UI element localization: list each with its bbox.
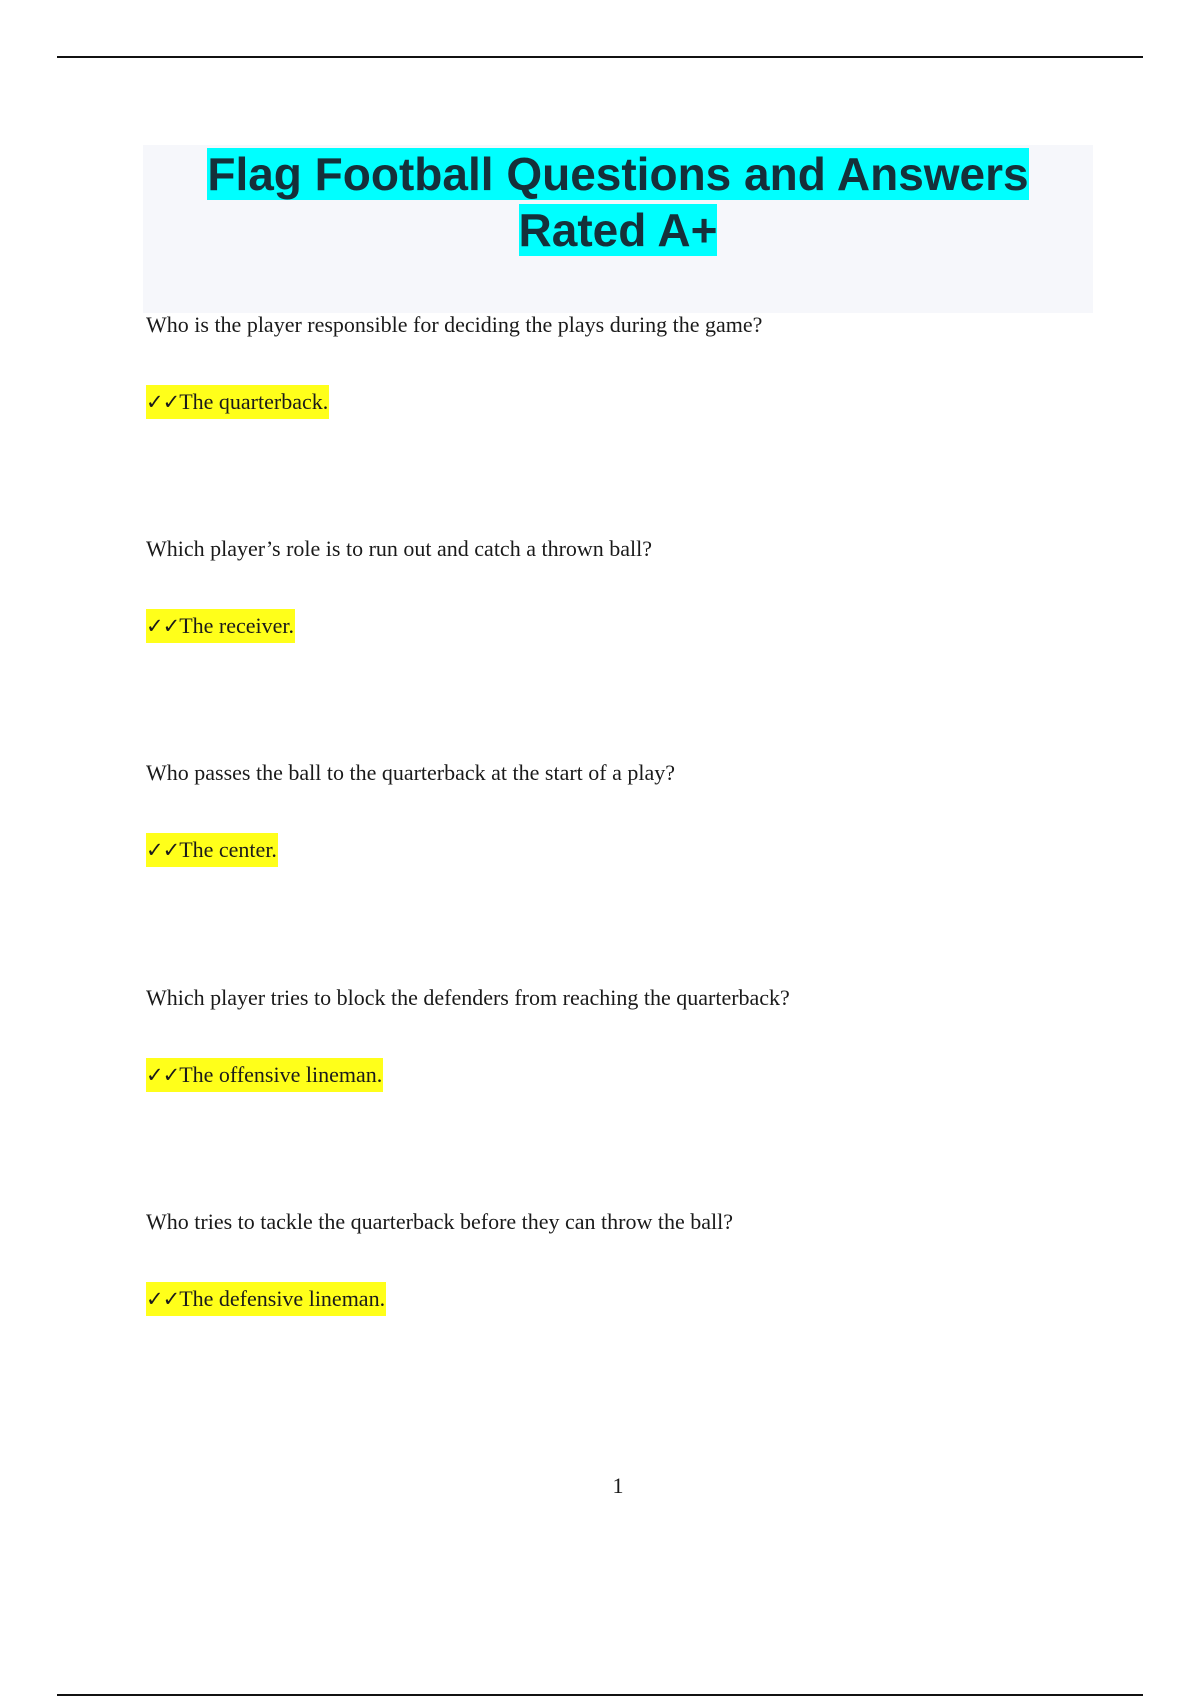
answer-highlight (146, 1282, 386, 1316)
qa-item (146, 1208, 1146, 1311)
qa-item (146, 311, 1146, 414)
answer-highlight (146, 1058, 383, 1092)
double-check-icon: ✓✓ (146, 1287, 180, 1311)
answer-text: The quarterback. (179, 389, 329, 414)
double-check-icon: ✓✓ (146, 1063, 180, 1087)
question-text: Which player tries to block the defenders from reaching the quarterback? (146, 985, 790, 1010)
page-number: 1 (612, 1473, 624, 1498)
answer-highlight (146, 385, 329, 419)
qa-item (146, 984, 1146, 1087)
answer-text: The receiver. (179, 613, 295, 638)
double-check-icon: ✓✓ (146, 614, 180, 638)
qa-item (146, 535, 1146, 638)
double-check-icon: ✓✓ (146, 390, 180, 414)
answer-text: The center. (179, 837, 277, 862)
document-title: Flag Football Questions and Answers Rated A+ (207, 148, 1029, 256)
title-block (143, 145, 1093, 313)
answer-highlight (146, 833, 278, 867)
double-check-icon: ✓✓ (146, 838, 180, 862)
question-text: Who passes the ball to the quarterback at the start of a play? (146, 760, 676, 785)
header-rule (57, 56, 1143, 58)
question-text: Who is the player responsible for deciding the plays during the game? (146, 312, 763, 337)
footer-rule (57, 1694, 1143, 1696)
qa-item (146, 759, 1146, 862)
answer-highlight (146, 609, 295, 643)
question-text: Who tries to tackle the quarterback before they can throw the ball? (146, 1209, 734, 1234)
answer-text: The defensive lineman. (179, 1286, 386, 1311)
question-text: Which player’s role is to run out and catch a thrown ball? (146, 536, 653, 561)
answer-text: The offensive lineman. (179, 1062, 383, 1087)
